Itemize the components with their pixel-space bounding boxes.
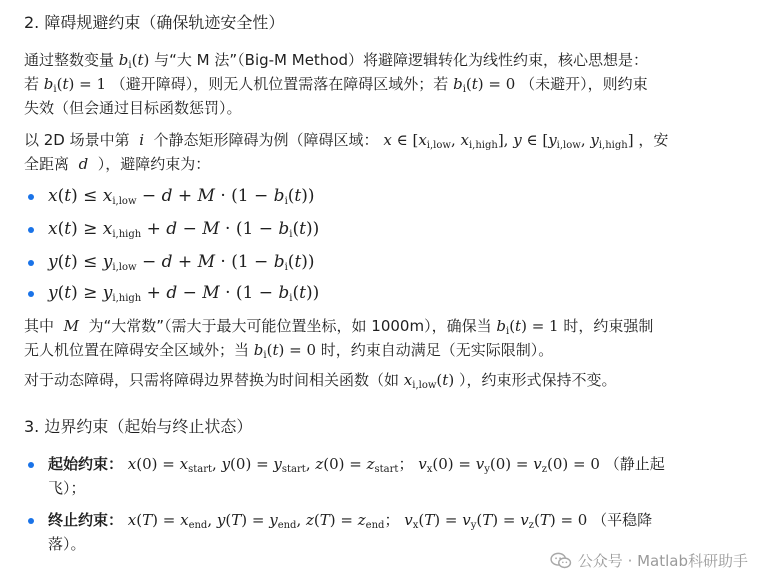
- intro-text-2: 与“大 M 法”（Big-M Method）将避障逻辑转化为线性约束，核心思想是：: [154, 51, 649, 69]
- scene-text-1: 以 2D 场景中第: [24, 131, 130, 149]
- scene-region: x ∈ [$x_{i,low}$, $x_{i,high}$], y ∈ [$y_{i,low}$, $y_{i,high}$]: [383, 131, 634, 151]
- intro-text-1: 通过整数变量: [24, 51, 115, 69]
- bullet-dot: [28, 260, 34, 266]
- dynamic-text-2: ），约束形式保持不变。: [458, 371, 617, 389]
- boundary-label: 终止约束：: [48, 511, 124, 529]
- boundary-sep: ；: [384, 511, 400, 529]
- line2-text-c: （未避开），则约束: [520, 75, 648, 93]
- boundary-velocity: $v_x(0) = v_y(0) = v_z(0) = 0$: [418, 455, 600, 475]
- boundary-velocity: $v_x(T) = v_y(T) = v_z(T) = 0$: [404, 511, 588, 531]
- line2-text-b: （避开障碍），则无人机位置需落在障碍区域外；若: [110, 75, 449, 93]
- bigm-eq-one: $b_i(t) = 1$: [496, 317, 559, 337]
- scene-distance: d: [73, 155, 93, 173]
- boundary-note: （静止起: [604, 455, 665, 473]
- scene-paragraph: [24, 128, 724, 176]
- bullet-dot: [28, 518, 34, 524]
- dynamic-paragraph: [24, 368, 724, 392]
- boundary-label: 起始约束：: [48, 455, 124, 473]
- bigm-text-3: 时，约束强制: [563, 317, 654, 335]
- intro-paragraph: [24, 48, 724, 120]
- line2-text-a: 若: [24, 75, 40, 93]
- wechat-icon: [550, 552, 572, 570]
- boundary-position: $x(T) = x_{end}$, $y(T) = y_{end}$, $z(T) = z_{end}$: [127, 511, 385, 531]
- bullet-dot: [28, 194, 34, 200]
- watermark: [550, 550, 748, 571]
- constraint-formula-2: $x(t) \ge x_{i,high} + d - M \cdot (1 - b_i(t))$: [48, 219, 320, 240]
- dynamic-text-1: 对于动态障碍，只需将障碍边界替换为时间相关函数（如: [24, 371, 400, 389]
- boundary-position: $x(0) = x_{start}$, $y(0) = y_{start}$, $z(0) = z_{start}$: [127, 455, 399, 475]
- bigm-text-5: 时，约束自动满足（无实际限制）。: [320, 341, 554, 359]
- bigm-symbol: M: [58, 317, 84, 335]
- intro-variable: $b_i(t)$: [118, 51, 150, 71]
- boundary-note-2: 飞）；: [48, 479, 86, 497]
- scene-text-4a: 全距离: [24, 155, 70, 173]
- bigm-text-2: 为“大常数”（需大于最大可能位置坐标，如 1000m），确保当: [88, 317, 492, 335]
- bullet-dot: [28, 227, 34, 233]
- scene-text-3: ，安: [638, 131, 669, 149]
- scene-text-4b: ），避障约束为：: [97, 155, 211, 173]
- dynamic-function: $x_{i,low}(t)$: [403, 371, 455, 391]
- bigm-eq-zero: $b_i(t) = 0$: [253, 341, 316, 361]
- section-3-heading: 3. 边界约束（起始与终止状态）: [24, 417, 253, 436]
- scene-index: i: [134, 131, 149, 149]
- line2-eq-one: $b_i(t) = 1$: [43, 75, 106, 95]
- section-2-heading: 2. 障碍规避约束（确保轨迹安全性）: [24, 13, 285, 32]
- bigm-text-1: 其中: [24, 317, 55, 335]
- line2-eq-zero: $b_i(t) = 0$: [453, 75, 516, 95]
- scene-text-2: 个静态矩形障碍为例（障碍区域：: [153, 131, 379, 149]
- bullet-dot: [28, 291, 34, 297]
- bigm-paragraph: [24, 314, 724, 362]
- constraint-formula-3: $y(t) \le y_{i,low} - d + M \cdot (1 - b_i(t))$: [48, 252, 315, 273]
- constraint-formula-1: $x(t) \le x_{i,low} - d + M \cdot (1 - b_i(t))$: [48, 186, 315, 207]
- bullet-dot: [28, 462, 34, 468]
- boundary-sep: ；: [398, 455, 414, 473]
- bigm-text-4: 无人机位置在障碍安全区域外；当: [24, 341, 250, 359]
- line3-text: 失效（但会通过目标函数惩罚）。: [24, 99, 242, 117]
- constraint-formula-4: $y(t) \ge y_{i,high} + d - M \cdot (1 - b_i(t))$: [48, 283, 320, 304]
- boundary-note: （平稳降: [592, 511, 653, 529]
- watermark-text: 公众号 · Matlab科研助手: [577, 552, 748, 570]
- boundary-note-2: 落）。: [48, 535, 86, 553]
